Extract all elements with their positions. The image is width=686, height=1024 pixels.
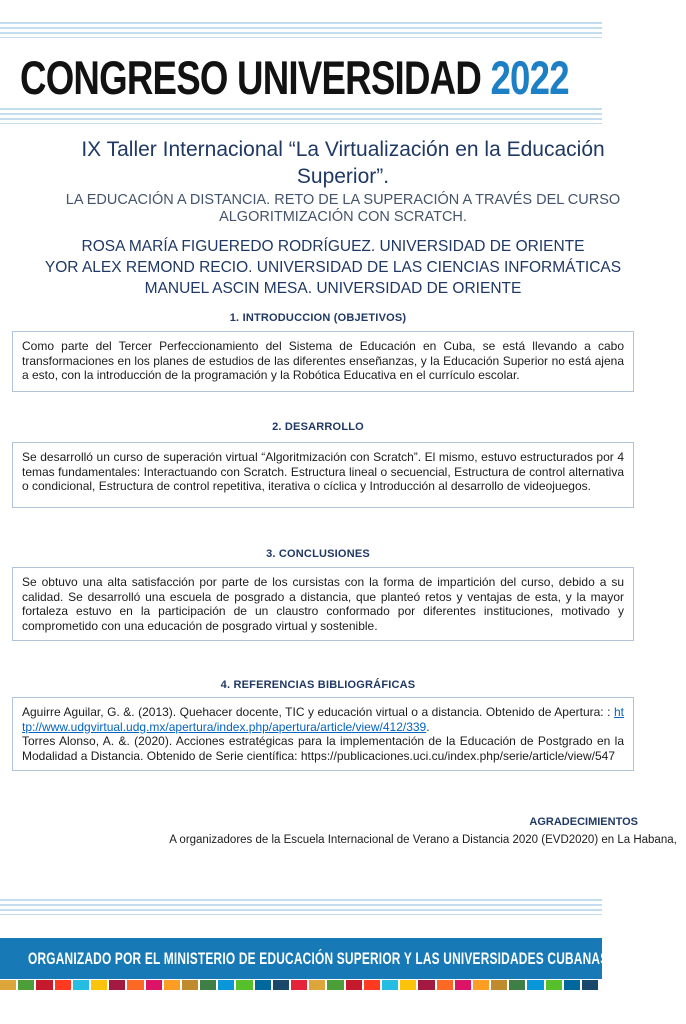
author-line: MANUEL ASCIN MESA. UNIVERSIDAD DE ORIENTE (144, 280, 522, 297)
sdg-color-square (91, 980, 107, 990)
author-line: YOR ALEX REMOND RECIO. UNIVERSIDAD DE LAS CIENCIAS INFORMÁTICAS (44, 259, 622, 276)
development-heading: 2. DESARROLLO (272, 421, 364, 433)
sdg-color-stripe (0, 980, 598, 990)
sdg-color-square (255, 980, 271, 990)
masthead-title-text: CONGRESO UNIVERSIDAD (20, 51, 491, 104)
sdg-color-square (200, 980, 216, 990)
references-body (22, 705, 624, 763)
sdg-color-square (164, 980, 180, 990)
decorative-lines-top (0, 22, 602, 38)
sdg-color-square (146, 980, 162, 990)
sdg-color-square (400, 980, 416, 990)
sdg-color-square (509, 980, 525, 990)
masthead-title (20, 50, 569, 105)
decorative-lines-bottom (0, 899, 602, 915)
acknowledgements-heading: AGRADECIMIENTOS (529, 816, 638, 828)
sdg-color-square (527, 980, 543, 990)
sdg-color-square (73, 980, 89, 990)
footer-banner (0, 938, 609, 979)
reference-1-text: Aguirre Aguilar, G. &. (2013). Quehacer docente, TIC y educación virtual o a distancia. Obtenido de Apertura: : (22, 705, 614, 719)
sdg-color-square (236, 980, 252, 990)
introduction-body: Como parte del Tercer Perfeccionamiento del Sistema de Educación en Cuba, se está llevando a cabo transformaciones en los planes de estudios de las diferentes enseñanzas, y la Educación Superior no está ajena a esto, con la introducción de la programación y la Robótica Educativa en el currículo escolar. (22, 339, 624, 382)
sdg-color-square (127, 980, 143, 990)
sdg-color-square (0, 980, 16, 990)
sdg-color-square (309, 980, 325, 990)
sdg-color-square (491, 980, 507, 990)
reference-1-link[interactable]: http://www.udgvirtual.udg.mx/apertura/index.php/apertura/article/view/412/339 (22, 705, 624, 734)
conclusions-heading: 3. CONCLUSIONES (266, 548, 370, 560)
references-heading: 4. REFERENCIAS BIBLIOGRÁFICAS (220, 679, 416, 691)
sdg-color-square (455, 980, 471, 990)
sdg-color-square (218, 980, 234, 990)
authors-block (20, 236, 646, 299)
sdg-color-square (418, 980, 434, 990)
reference-1-period: . (426, 719, 430, 734)
workshop-title: IX Taller Internacional “La Virtualización en la Educación Superior”. (81, 138, 605, 188)
development-box (12, 442, 634, 508)
reference-2-text: Torres Alonso, A. &. (2020). Acciones estratégicas para la implementación de la Educación de Postgrado en la Modalidad a Distancia. Obtenido de Serie científica: https://publicaciones.uci.cu/index.php/serie/article/view/547 (22, 734, 624, 763)
conclusions-box (12, 567, 634, 641)
paper-title: LA EDUCACIÓN A DISTANCIA. RETO DE LA SUPERACIÓN A TRAVÉS DEL CURSO ALGORITMIZACIÓN CON SCRATCH. (65, 192, 621, 225)
footer-banner-text: ORGANIZADO POR EL MINISTERIO DE EDUCACIÓN SUPERIOR Y LAS UNIVERSIDADES CUBANAS (28, 948, 609, 968)
decorative-lines-middle (0, 108, 602, 124)
sdg-color-square (346, 980, 362, 990)
introduction-box (12, 331, 634, 392)
conclusions-body: Se obtuvo una alta satisfacción por parte de los cursistas con la forma de impartición del curso, debido a su calidad. Se desarrolló una escuela de posgrado a distancia, que planteó retos y ventajas de esta, y la mayor fortaleza estuvo en la participación de un claustro conformado por diferentes instituciones, motivado y comprometido con una educación de posgrado virtual y sostenible. (22, 575, 624, 633)
sdg-color-square (273, 980, 289, 990)
sdg-color-square (382, 980, 398, 990)
sdg-color-square (18, 980, 34, 990)
sdg-color-square (182, 980, 198, 990)
sdg-color-square (36, 980, 52, 990)
sdg-color-square (437, 980, 453, 990)
masthead-year: 2022 (490, 51, 569, 104)
sdg-color-square (327, 980, 343, 990)
development-body: Se desarrolló un curso de superación virtual “Algoritmización con Scratch”. El mismo, estuvo estructurados por 4 temas fundamentales: Interactuando con Scratch. Estructura lineal o secuencial, Estructura de control alternativa o condicional, Estructura de control repetitiva, iterativa o cíclica y Introducción al desarrollo de videojuegos. (22, 450, 624, 493)
acknowledgements-body: A organizadores de la Escuela Internacional de Verano a Distancia 2020 (EVD2020) en La Habana, (169, 834, 677, 846)
introduction-heading: 1. INTRODUCCION (OBJETIVOS) (229, 312, 407, 324)
sdg-color-square (291, 980, 307, 990)
sdg-color-square (564, 980, 580, 990)
author-line: ROSA MARÍA FIGUEREDO RODRÍGUEZ. UNIVERSIDAD DE ORIENTE (81, 238, 585, 255)
sdg-color-square (582, 980, 598, 990)
sdg-color-square (55, 980, 71, 990)
references-box (12, 697, 634, 771)
sdg-color-square (109, 980, 125, 990)
sdg-color-square (473, 980, 489, 990)
sdg-color-square (546, 980, 562, 990)
sdg-color-square (364, 980, 380, 990)
